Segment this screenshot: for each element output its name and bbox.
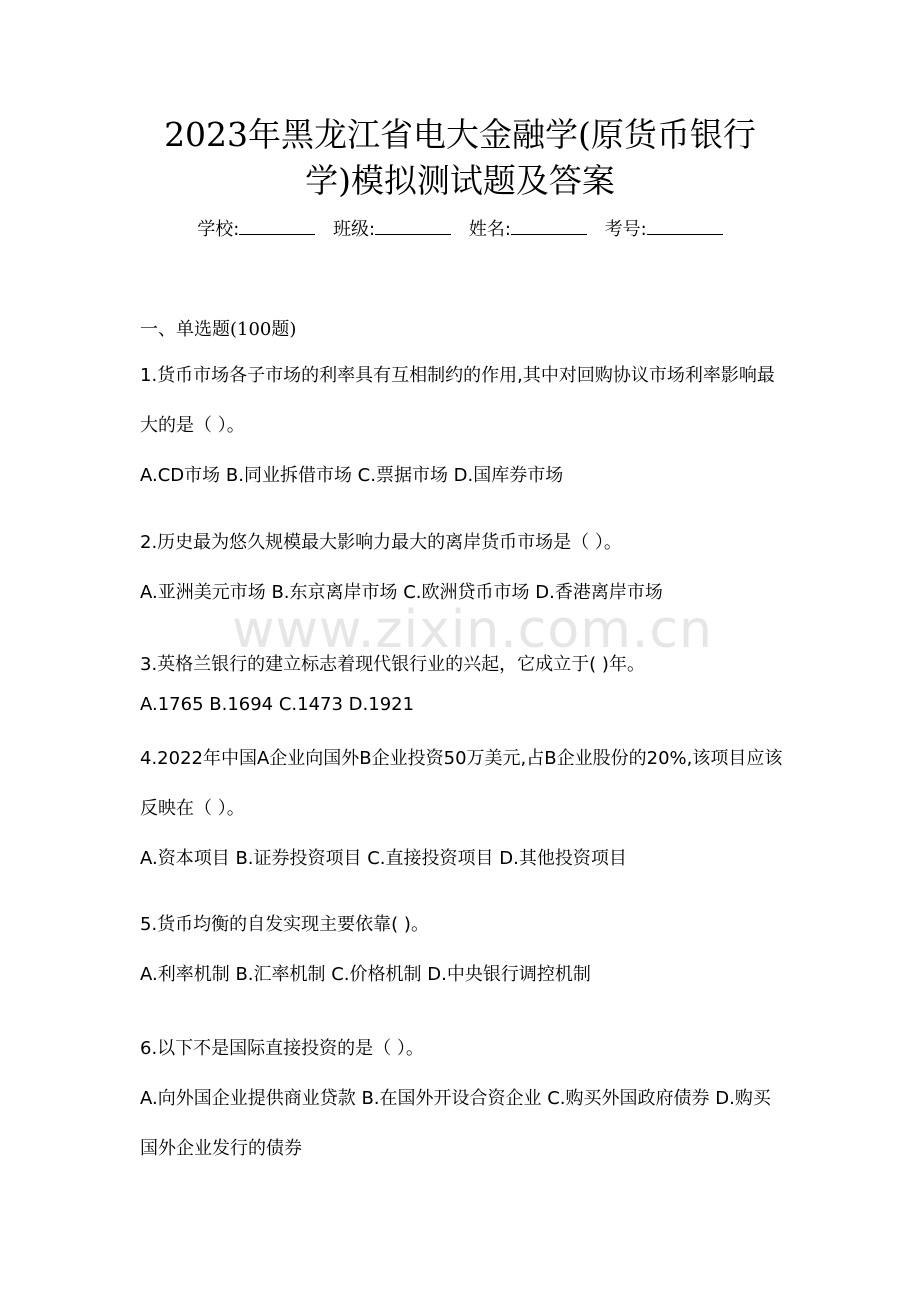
school-label: 学校: xyxy=(197,219,240,240)
question-stem: 3.英格兰银行的建立标志着现代银行业的兴起，它成立于( )年。 xyxy=(140,654,645,675)
question-stem: 2.历史最为悠久规模最大影响力最大的离岸货币市场是（ ）。 xyxy=(140,532,622,553)
question-2 xyxy=(140,518,785,618)
school-blank xyxy=(239,218,315,235)
name-label: 姓名: xyxy=(468,219,511,240)
student-info-fields xyxy=(0,216,920,244)
question-stem: 4.2022年中国A企业向国外B企业投资50万美元,占B企业股份的20%,该项目应该反映在（ ）。 xyxy=(140,748,783,819)
class-field xyxy=(333,216,451,244)
question-options: A.利率机制 B.汇率机制 C.价格机制 D.中央银行调控机制 xyxy=(140,964,591,985)
question-stem: 5.货币均衡的自发实现主要依靠( )。 xyxy=(140,914,429,935)
title-line-2: 学)模拟测试题及答案 xyxy=(305,161,615,200)
exam-number-blank xyxy=(647,218,723,235)
question-options: A.亚洲美元市场 B.东京离岸市场 C.欧洲贷币市场 D.香港离岸市场 xyxy=(140,582,663,603)
title-line-1: 2023年黑龙江省电大金融学(原货币银行 xyxy=(164,115,756,154)
watermark: www.zixin.com.cn xyxy=(232,600,713,660)
school-field xyxy=(197,216,315,244)
question-options: A.1765 B.1694 C.1473 D.1921 xyxy=(140,694,415,715)
class-blank xyxy=(375,218,451,235)
name-blank xyxy=(511,218,587,235)
question-options: A.CD市场 B.同业拆借市场 C.票据市场 D.国库券市场 xyxy=(140,465,564,486)
question-4 xyxy=(140,734,785,884)
class-label: 班级: xyxy=(333,219,376,240)
exam-number-label: 考号: xyxy=(604,219,647,240)
question-1 xyxy=(140,351,785,501)
document-title xyxy=(120,112,800,204)
question-5 xyxy=(140,900,785,1000)
question-options: A.资本项目 B.证券投资项目 C.直接投资项目 D.其他投资项目 xyxy=(140,848,627,869)
question-options: A.向外国企业提供商业贷款 B.在国外开设合资企业 C.购买外国政府债券 D.购买国外企业发行的债券 xyxy=(140,1088,771,1159)
question-stem: 1.货币市场各子市场的利率具有互相制约的作用,其中对回购协议市场利率影响最大的是（ ）。 xyxy=(140,365,775,436)
question-stem: 6.以下不是国际直接投资的是（ ）。 xyxy=(140,1038,424,1059)
exam-number-field xyxy=(605,216,723,244)
section-heading: 一、单选题(100题) xyxy=(140,319,297,340)
question-3 xyxy=(140,645,785,725)
name-field xyxy=(469,216,587,244)
question-6 xyxy=(140,1024,785,1174)
